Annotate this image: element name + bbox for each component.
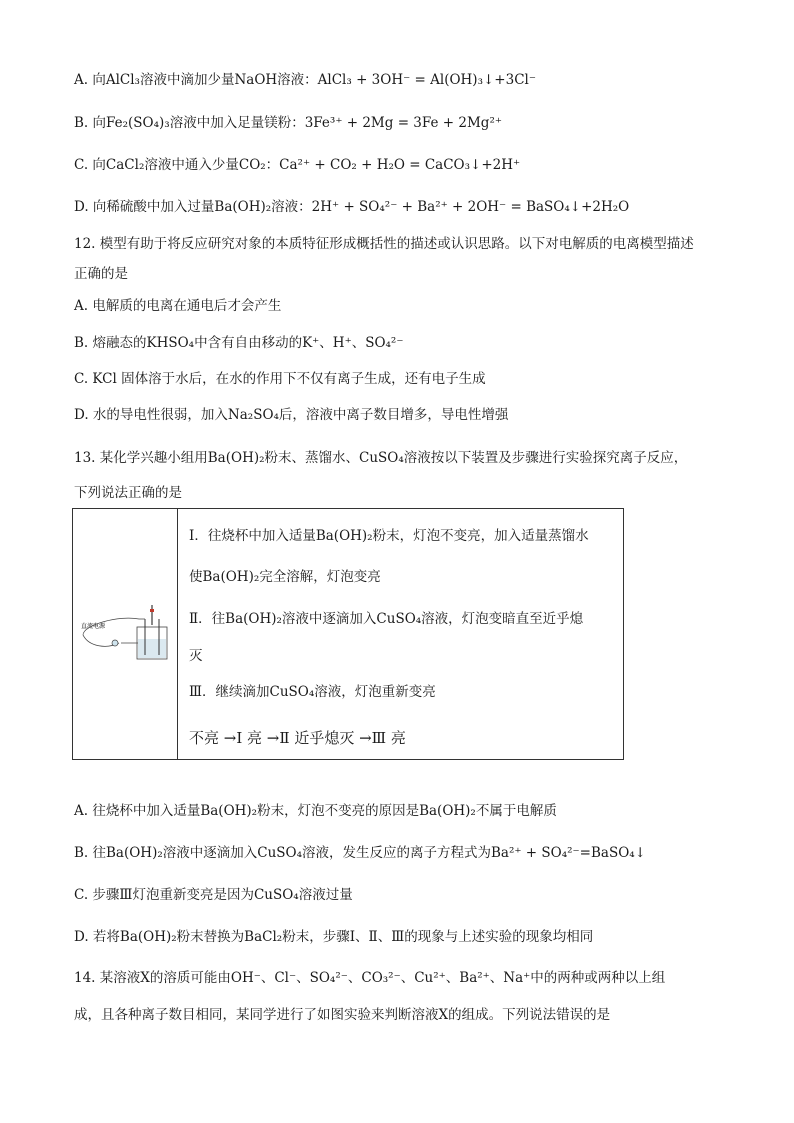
q13-option-a: A. 往烧杯中加入适量Ba(OH)₂粉末，灯泡不变亮的原因是Ba(OH)₂不属于电解质: [74, 803, 557, 819]
bulb-icon: [112, 640, 118, 646]
q13-option-c: C. 步骤Ⅲ灯泡重新变亮是因为CuSO₄溶液过量: [74, 887, 353, 903]
q14-stem-line2: 成，且各种离子数目相同，某同学进行了如图实验来判断溶液X的组成。下列说法错误的是: [74, 1007, 611, 1023]
q13-stem-line1: 13. 某化学兴趣小组用Ba(OH)₂粉末、蒸馏水、CuSO₄溶液按以下装置及步骤进行实验探究离子反应，: [74, 450, 688, 466]
q13-option-d: D. 若将Ba(OH)₂粉末替换为BaCl₂粉末，步骤Ⅰ、Ⅱ、Ⅲ的现象与上述实验的现象均相同: [74, 929, 594, 945]
q11-option-b: B. 向Fe₂(SO₄)₃溶液中加入足量镁粉：3Fe³⁺ + 2Mg = 3Fe + 2Mg²⁺: [74, 115, 502, 131]
step1-line2: 使Ba(OH)₂完全溶解，灯泡变亮: [189, 569, 381, 585]
q12-option-d: D. 水的导电性很弱，加入Na₂SO₄后，溶液中离子数目增多，导电性增强: [74, 407, 509, 423]
q13-option-b: B. 往Ba(OH)₂溶液中逐滴加入CuSO₄溶液，发生反应的离子方程式为Ba²⁺ + SO₄²⁻=BaSO₄↓: [74, 845, 646, 861]
q12-option-a: A. 电解质的电离在通电后才会产生: [74, 298, 282, 314]
apparatus-figure: [79, 605, 173, 665]
q11-option-a: A. 向AlCl₃溶液中滴加少量NaOH溶液：AlCl₃ + 3OH⁻ = Al(OH)₃↓+3Cl⁻: [74, 72, 536, 88]
table-divider: [177, 509, 178, 759]
q11-option-c: C. 向CaCl₂溶液中通入少量CO₂：Ca²⁺ + CO₂ + H₂O = CaCO₃↓+2H⁺: [74, 157, 521, 173]
experiment-table: [72, 508, 624, 760]
q12-stem-line2: 正确的是: [74, 266, 128, 282]
step2-line1: Ⅱ．往Ba(OH)₂溶液中逐滴加入CuSO₄溶液，灯泡变暗直至近乎熄: [189, 611, 584, 627]
figure-label: 直流电源: [81, 623, 106, 630]
q14-stem-line1: 14. 某溶液X的溶质可能由OH⁻、Cl⁻、SO₄²⁻、CO₃²⁻、Cu²⁺、Ba²⁺、Na⁺中的两种或两种以上组: [74, 970, 666, 986]
flow-line: 不亮 →Ⅰ 亮 →Ⅱ 近乎熄灭 →Ⅲ 亮: [189, 729, 406, 747]
q12-option-c: C. KCl 固体溶于水后，在水的作用下不仅有离子生成，还有电子生成: [74, 371, 486, 387]
step1-line1: Ⅰ．往烧杯中加入适量Ba(OH)₂粉末，灯泡不变亮，加入适量蒸馏水: [189, 528, 589, 544]
q13-stem-line2: 下列说法正确的是: [74, 485, 182, 501]
q12-stem-line1: 12. 模型有助于将反应研究对象的本质特征形成概括性的描述或认识思路。以下对电解质的电离模型描述: [74, 236, 694, 252]
q12-option-b: B. 熔融态的KHSO₄中含有自由移动的K⁺、H⁺、SO₄²⁻: [74, 335, 404, 351]
step2-line2: 灭: [189, 648, 203, 664]
step3-line: Ⅲ．继续滴加CuSO₄溶液，灯泡重新变亮: [189, 684, 436, 700]
q11-option-d: D. 向稀硫酸中加入过量Ba(OH)₂溶液：2H⁺ + SO₄²⁻ + Ba²⁺ + 2OH⁻ = BaSO₄↓+2H₂O: [74, 199, 630, 215]
